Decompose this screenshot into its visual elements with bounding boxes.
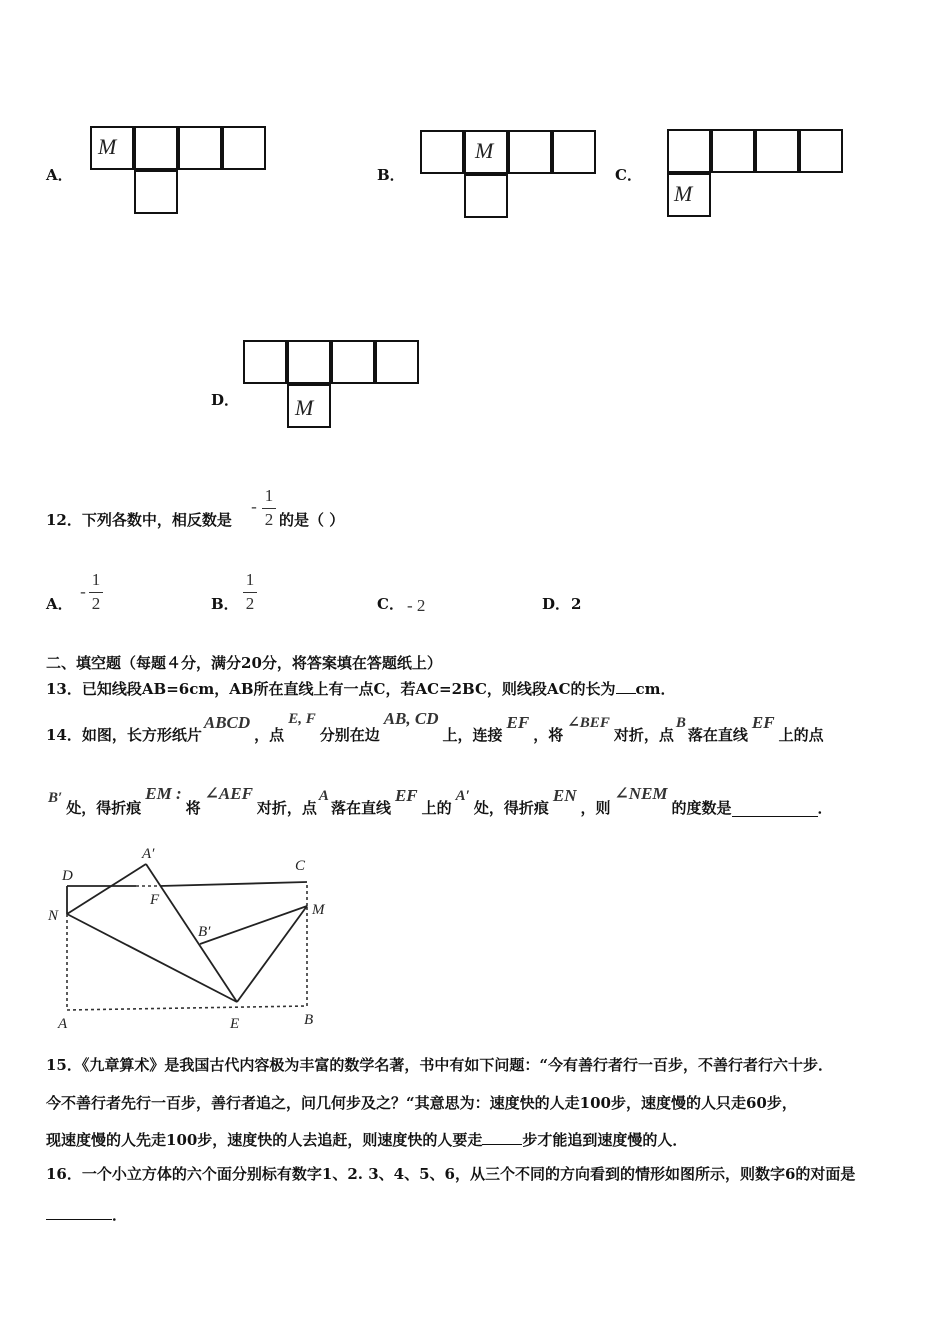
net-square [178, 126, 222, 170]
edge-ab-dotted [67, 1006, 307, 1010]
q13-text [46, 679, 676, 699]
q14-text: 上的 [421, 799, 452, 817]
q16-line-1: 16．一个小立方体的六个面分别标有数字1、2. 3、4、5、6，从三个不同的方向看到的情形如图所示，则数字6的对面是 [46, 1165, 856, 1183]
answer-blank [616, 693, 636, 694]
point-label-a-prime: A′ [142, 846, 155, 862]
q12-option-b-denominator: 2 [245, 594, 255, 613]
q13-unit: cm． [635, 680, 676, 698]
fraction-bar [89, 592, 103, 593]
q14-math: ABCD [203, 713, 251, 732]
q14-math: E, F [288, 711, 316, 727]
q16-end: ． [112, 1206, 128, 1224]
fraction-bar [262, 508, 276, 509]
q12-option-d-value: 2 [571, 595, 582, 613]
net-square [755, 129, 799, 173]
net-square [134, 170, 178, 214]
net-square [508, 130, 552, 174]
q15-line-1: 15．《九章算术》是我国古代内容极为丰富的数学名著，书中有如下问题：“今有善行者行一百步，不善行者行六十步． [46, 1056, 834, 1074]
q14-math: EF [506, 713, 530, 732]
q14-text: 对折，点 [256, 799, 317, 817]
letter-m-mark: M [295, 395, 314, 420]
point-label-c: C [295, 858, 306, 874]
q14-math: ∠AEF [204, 784, 253, 803]
q14-text: ，点 [254, 726, 285, 744]
q12-option-a-label: A． [46, 595, 73, 613]
q14-text: 14．如图，长方形纸片 [46, 726, 202, 744]
point-label-a: A [58, 1016, 68, 1032]
q14-math: ∠NEM [614, 784, 668, 803]
answer-blank [482, 1144, 522, 1145]
q12-stem-sign: - [251, 497, 257, 516]
q14-math: A [318, 788, 329, 804]
net-square [667, 129, 711, 173]
net-figure-c [667, 129, 847, 225]
q14-math: EN [552, 786, 577, 805]
q14-text: 将 [185, 799, 201, 817]
q14-text: 的度数是 [671, 799, 732, 817]
net-square [375, 340, 419, 384]
net-square [420, 130, 464, 174]
net-square [222, 126, 266, 170]
q12-stem-prefix: 12．下列各数中，相反数是 [46, 511, 232, 529]
q12-stem-suffix: 的是（ ） [279, 511, 345, 529]
q12-option-a-numerator: 1 [91, 570, 101, 589]
point-label-b-prime: B′ [198, 924, 211, 940]
option-d-label: D． [211, 391, 240, 409]
segment-na1 [67, 864, 146, 914]
q12-option-b-numerator: 1 [245, 570, 255, 589]
q13-stem: 13．已知线段AB=6cm，AB所在直线上有一点C，若AC=2BC，则线段AC的长为 [46, 680, 616, 698]
q12-frac-denominator: 2 [264, 510, 274, 529]
q14-math: B′ [48, 790, 63, 806]
q14-text: 落在直线 [687, 726, 748, 744]
q15-line-2: 今不善行者先行一百步，善行者追之，问几何步及之？“其意思为：速度快的人走100步，速度慢的人只走60步， [46, 1094, 797, 1112]
q14-math: B [675, 715, 686, 731]
point-label-e: E [230, 1016, 240, 1032]
net-figure-d [243, 340, 423, 436]
answer-blank [732, 788, 818, 817]
point-label-m: M [312, 902, 325, 918]
answer-blank [46, 1203, 112, 1220]
option-c-label: C． [615, 166, 642, 184]
q14-text: 上的点 [778, 726, 824, 744]
q15-text: 现速度慢的人先走100步，速度快的人去追赶，则速度快的人要走 [46, 1131, 483, 1149]
q14-text: 上，连接 [442, 726, 503, 744]
net-square [464, 174, 508, 218]
point-label-b: B [304, 1012, 314, 1028]
net-square [331, 340, 375, 384]
net-square [552, 130, 596, 174]
q14-line-2 [46, 784, 833, 818]
fraction-bar [243, 592, 257, 593]
q14-text: ． [817, 799, 833, 817]
option-a-label: A． [46, 166, 73, 184]
segment-em [237, 906, 307, 1002]
point-label-d: D [62, 868, 73, 884]
q14-math: EF [394, 786, 418, 805]
q14-text: 对折，点 [613, 726, 674, 744]
q14-text: 处，得折痕 [473, 799, 549, 817]
net-square [799, 129, 843, 173]
q14-math: EF [751, 713, 775, 732]
folding-figure [40, 842, 340, 1037]
q15-text: 步才能追到速度慢的人． [522, 1131, 688, 1149]
q14-math: ∠BEF [567, 715, 610, 731]
q14-text: 分别在边 [319, 726, 380, 744]
q14-text: 处，得折痕 [66, 799, 142, 817]
net-figure-b [420, 130, 600, 226]
q15-line-3 [46, 1130, 687, 1150]
q12-option-c-value: - 2 [407, 596, 426, 615]
letter-m-mark: M [475, 138, 494, 163]
q14-math: AB, CD [383, 709, 439, 728]
q14-text: ，则 [580, 799, 611, 817]
q14-line-1 [46, 709, 824, 745]
net-square [287, 340, 331, 384]
net-square [134, 126, 178, 170]
q12-option-a-denominator: 2 [91, 594, 101, 613]
letter-m-mark: M [674, 181, 693, 206]
net-square [711, 129, 755, 173]
q12-frac-numerator: 1 [264, 486, 274, 505]
q14-text: ，将 [533, 726, 564, 744]
q12-option-c-label: C． [377, 595, 404, 613]
segment-b1m [200, 906, 307, 944]
q12-option-b-label: B． [211, 595, 239, 613]
q14-text: 落在直线 [330, 799, 391, 817]
point-label-n: N [48, 908, 59, 924]
q12-option-d-label: D． [542, 595, 571, 613]
letter-m-mark: M [98, 134, 117, 159]
q14-math: A′ [455, 788, 470, 804]
q16-line-2 [46, 1203, 127, 1225]
net-square [243, 340, 287, 384]
section-heading: 二、填空题（每题４分，满分20分，将答案填在答题纸上） [46, 654, 442, 672]
net-figure-a [90, 126, 270, 222]
option-b-label: B． [377, 166, 405, 184]
segment-ne [67, 914, 237, 1002]
point-label-f: F [150, 892, 160, 908]
q12-option-a-sign: - [80, 582, 86, 601]
q14-math: EM : [145, 784, 182, 803]
edge-fc [160, 882, 307, 886]
